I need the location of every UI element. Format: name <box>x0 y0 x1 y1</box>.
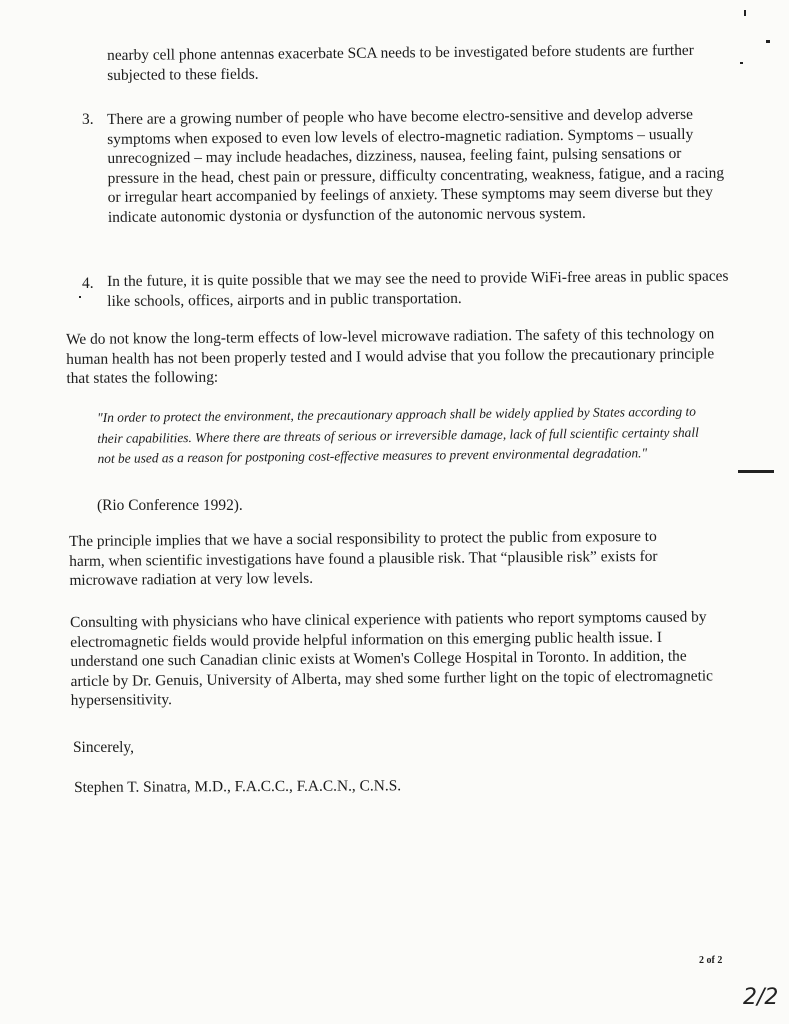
list-item-text: In the future, it is quite possible that we may see the need to provide WiFi-free areas in public spaces like schools, offices, airports and in public transportation. <box>107 267 729 310</box>
continuation-paragraph: nearby cell phone antennas exacerbate SCA needs to be investigated before students are further subjected to these fields. <box>107 41 694 84</box>
signatory-name: Stephen T. Sinatra, M.D., F.A.C.C., F.A.C.N., C.N.S. <box>74 777 402 796</box>
speck-mark <box>766 40 770 43</box>
precautionary-principle-quote: "In order to protect the environment, the precautionary approach shall be widely applied by States according to their capabilities. Where there are threats of serious or irreversible damage, lack of full scientific certainty shall not be used as a reason for postponing cost-effective measures to prevent environmental degradation." <box>97 403 699 466</box>
principle-paragraph: The principle implies that we have a social responsibility to protect the public from exposure to harm, when scientific investigations have found a plausible risk. That “plausible risk” exists for microwave radiation at very low levels. <box>69 527 658 589</box>
list-item-text: There are a growing number of people who have become electro-sensitive and develop adverse symptoms when exposed to even low levels of electro-magnetic radiation. Symptoms – usually unrecognized – may include headaches, dizziness, nausea, feeling faint, pulsing sensations or pressure in the head, chest pain or pressure, difficulty concentrating, weakness, fatigue, and a racing or irregular heart accompanied by feelings of anxiety. These symptoms may seem diverse but they indicate autonomic dystonia or dysfunction of the autonomic nervous system. <box>107 105 725 226</box>
closing: Sincerely, <box>73 739 134 756</box>
margin-dash-mark <box>738 470 774 473</box>
speck-mark <box>79 296 81 298</box>
speck-mark <box>744 10 746 16</box>
list-item-number: 4. <box>82 275 94 292</box>
consulting-paragraph: Consulting with physicians who have clinical experience with patients who report symptoms caused by electromagnetic fields would provide helpful information on this emerging public health issue. I understand one such Canadian clinic exists at Women's College Hospital in Toronto. In addition, the article by Dr. Genuis, University of Alberta, may shed some further light on the topic of electromagnetic hypersensitivity. <box>70 608 714 709</box>
quote-source: (Rio Conference 1992). <box>97 497 243 514</box>
handwritten-page-mark: 2/2 <box>743 985 779 1010</box>
list-item-number: 3. <box>82 111 94 128</box>
page-number: 2 of 2 <box>699 955 723 966</box>
precaution-intro-paragraph: We do not know the long-term effects of low-level microwave radiation. The safety of this technology on human health has not been properly tested and I would advise that you follow the precautionary principle that states the following: <box>66 325 715 387</box>
speck-mark <box>740 62 743 64</box>
